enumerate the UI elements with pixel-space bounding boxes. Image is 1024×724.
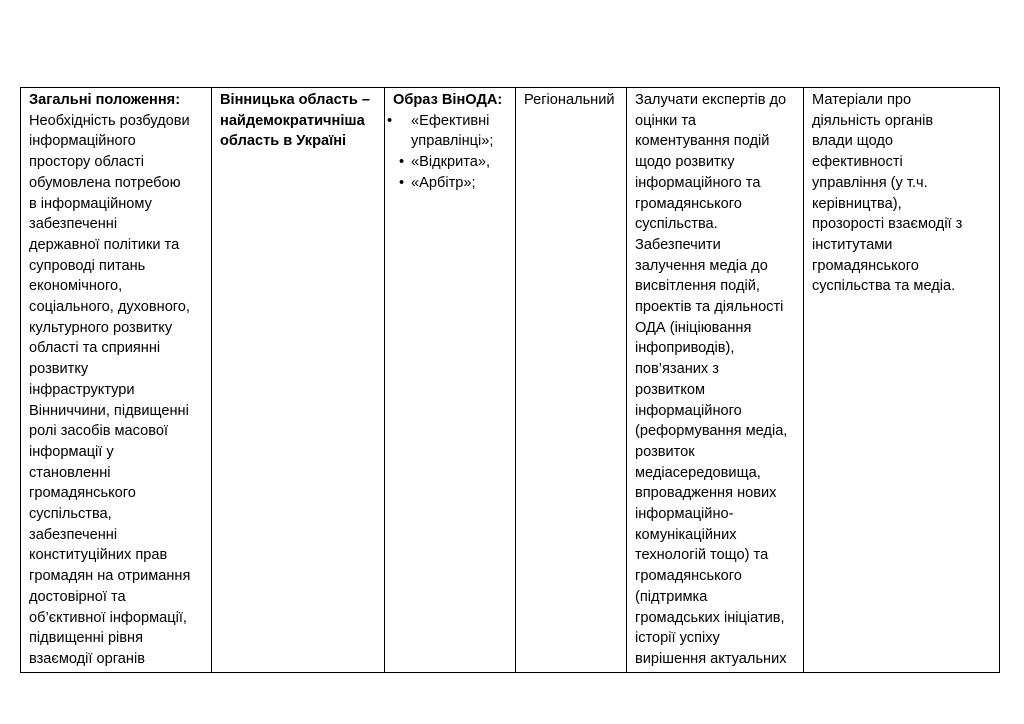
text-line: громадянського (812, 257, 919, 274)
text-line: керівництва), (812, 195, 902, 212)
text-line: щодо розвитку (635, 154, 735, 171)
image-heading: Образ ВінОДА: (393, 92, 503, 108)
text-line: розвитком (635, 381, 706, 398)
cell-image-vinoda (385, 88, 516, 673)
text-line: Залучати експертів до (635, 92, 787, 108)
text-line: прозорості взаємодії з (812, 216, 963, 233)
text-line: область в Україні (220, 133, 347, 150)
text-line: інформаційного та (635, 174, 761, 191)
text-line: діяльність органів (812, 112, 934, 129)
text-line: обумовлена потребою (29, 174, 181, 191)
text-line: коментування подій (635, 133, 770, 150)
text-line: підвищенні рівня (29, 630, 144, 647)
cell-vision (212, 88, 385, 673)
text-line: Матеріали про (812, 92, 912, 108)
text-line: соціального, духовного, (29, 299, 190, 316)
cell-level (516, 88, 627, 673)
text-line: суспільства. (635, 216, 718, 233)
text-line: достовірної та (29, 588, 126, 605)
strategy-table (20, 87, 1000, 673)
bullet-icon: • (399, 154, 405, 171)
text-line: технологій тощо) та (635, 547, 769, 564)
bullet-text: «Ефективні управлінці»; (411, 112, 494, 150)
text-line: інформаційно- (635, 506, 734, 523)
general-provisions-heading: Загальні положення: (29, 92, 181, 108)
text-line: конституційних прав (29, 547, 168, 564)
text-line: Вінницька область – (220, 92, 370, 108)
text-line: (підтримка (635, 588, 708, 605)
text-line: забезпеченні (29, 216, 118, 233)
text-line: інформаційного (635, 402, 742, 419)
table-row (21, 88, 1000, 673)
bullet-text: «Відкрита», (411, 154, 491, 171)
text-line: області та сприянні (29, 340, 161, 357)
text-line: влади щодо (812, 133, 894, 150)
text-line: ролі засобів масової (29, 423, 169, 440)
text-line: суспільства та медіа. (812, 278, 956, 295)
cell-measures (627, 88, 804, 673)
text-line: Необхідність розбудови (29, 112, 190, 129)
text-line: громадянського (29, 485, 136, 502)
text-line: забезпеченні (29, 526, 118, 543)
text-line: становленні (29, 464, 111, 481)
text-line: ефективності (812, 154, 903, 171)
text-line: впровадження нових (635, 485, 777, 502)
text-line: історії успіху (635, 630, 720, 647)
bullet-text: «Арбітр»; (411, 174, 476, 191)
text-line: інфраструктури (29, 381, 135, 398)
text-line: громадян на отримання (29, 568, 191, 585)
text-line: управління (у т.ч. (812, 174, 928, 191)
text-line: (реформування медіа, (635, 423, 788, 440)
bullet-icon: • (399, 174, 405, 191)
list-item (387, 111, 510, 152)
text-line: залучення медіа до (635, 257, 768, 274)
text-line: розвиток (635, 443, 695, 460)
text-line: проектів та діяльності (635, 299, 784, 316)
text-line: простору області (29, 154, 145, 171)
text-line: інститутами (812, 236, 893, 253)
text-line: висвітлення подій, (635, 278, 760, 295)
bullet-icon: • (387, 112, 393, 129)
text-line: громадянського (635, 195, 742, 212)
list-item (393, 152, 510, 173)
level-text: Регіональний (524, 92, 615, 108)
text-line: оцінки та (635, 112, 697, 129)
text-line: інформації у (29, 443, 114, 460)
text-line: культурного розвитку (29, 319, 173, 336)
text-line: в інформаційному (29, 195, 152, 212)
cell-materials (804, 88, 1000, 673)
text-line: комунікаційних (635, 526, 737, 543)
text-line: Вінниччини, підвищенні (29, 402, 189, 419)
text-line: інфоприводів), (635, 340, 735, 357)
text-line: вирішення актуальних (635, 650, 787, 667)
text-line: об’єктивної інформації, (29, 609, 187, 626)
text-line: суспільства, (29, 506, 112, 523)
text-line: розвитку (29, 361, 89, 378)
text-line: державної політики та (29, 236, 180, 253)
list-item (393, 173, 510, 194)
text-line: громадянського (635, 568, 742, 585)
text-line: найдемократичніша (220, 112, 365, 129)
text-line: інформаційного (29, 133, 136, 150)
text-line: пов’язаних з (635, 361, 719, 378)
cell-general-provisions (21, 88, 212, 673)
text-line: ОДА (ініціювання (635, 319, 752, 336)
text-line: взаємодії органів (29, 650, 145, 667)
general-provisions-text (29, 111, 206, 670)
text-line: медіасередовища, (635, 464, 761, 481)
text-line: супроводі питань (29, 257, 146, 274)
text-line: громадських ініціатив, (635, 609, 785, 626)
image-bullet-list (387, 111, 510, 194)
text-line: економічного, (29, 278, 123, 295)
text-line: Забезпечити (635, 236, 721, 253)
